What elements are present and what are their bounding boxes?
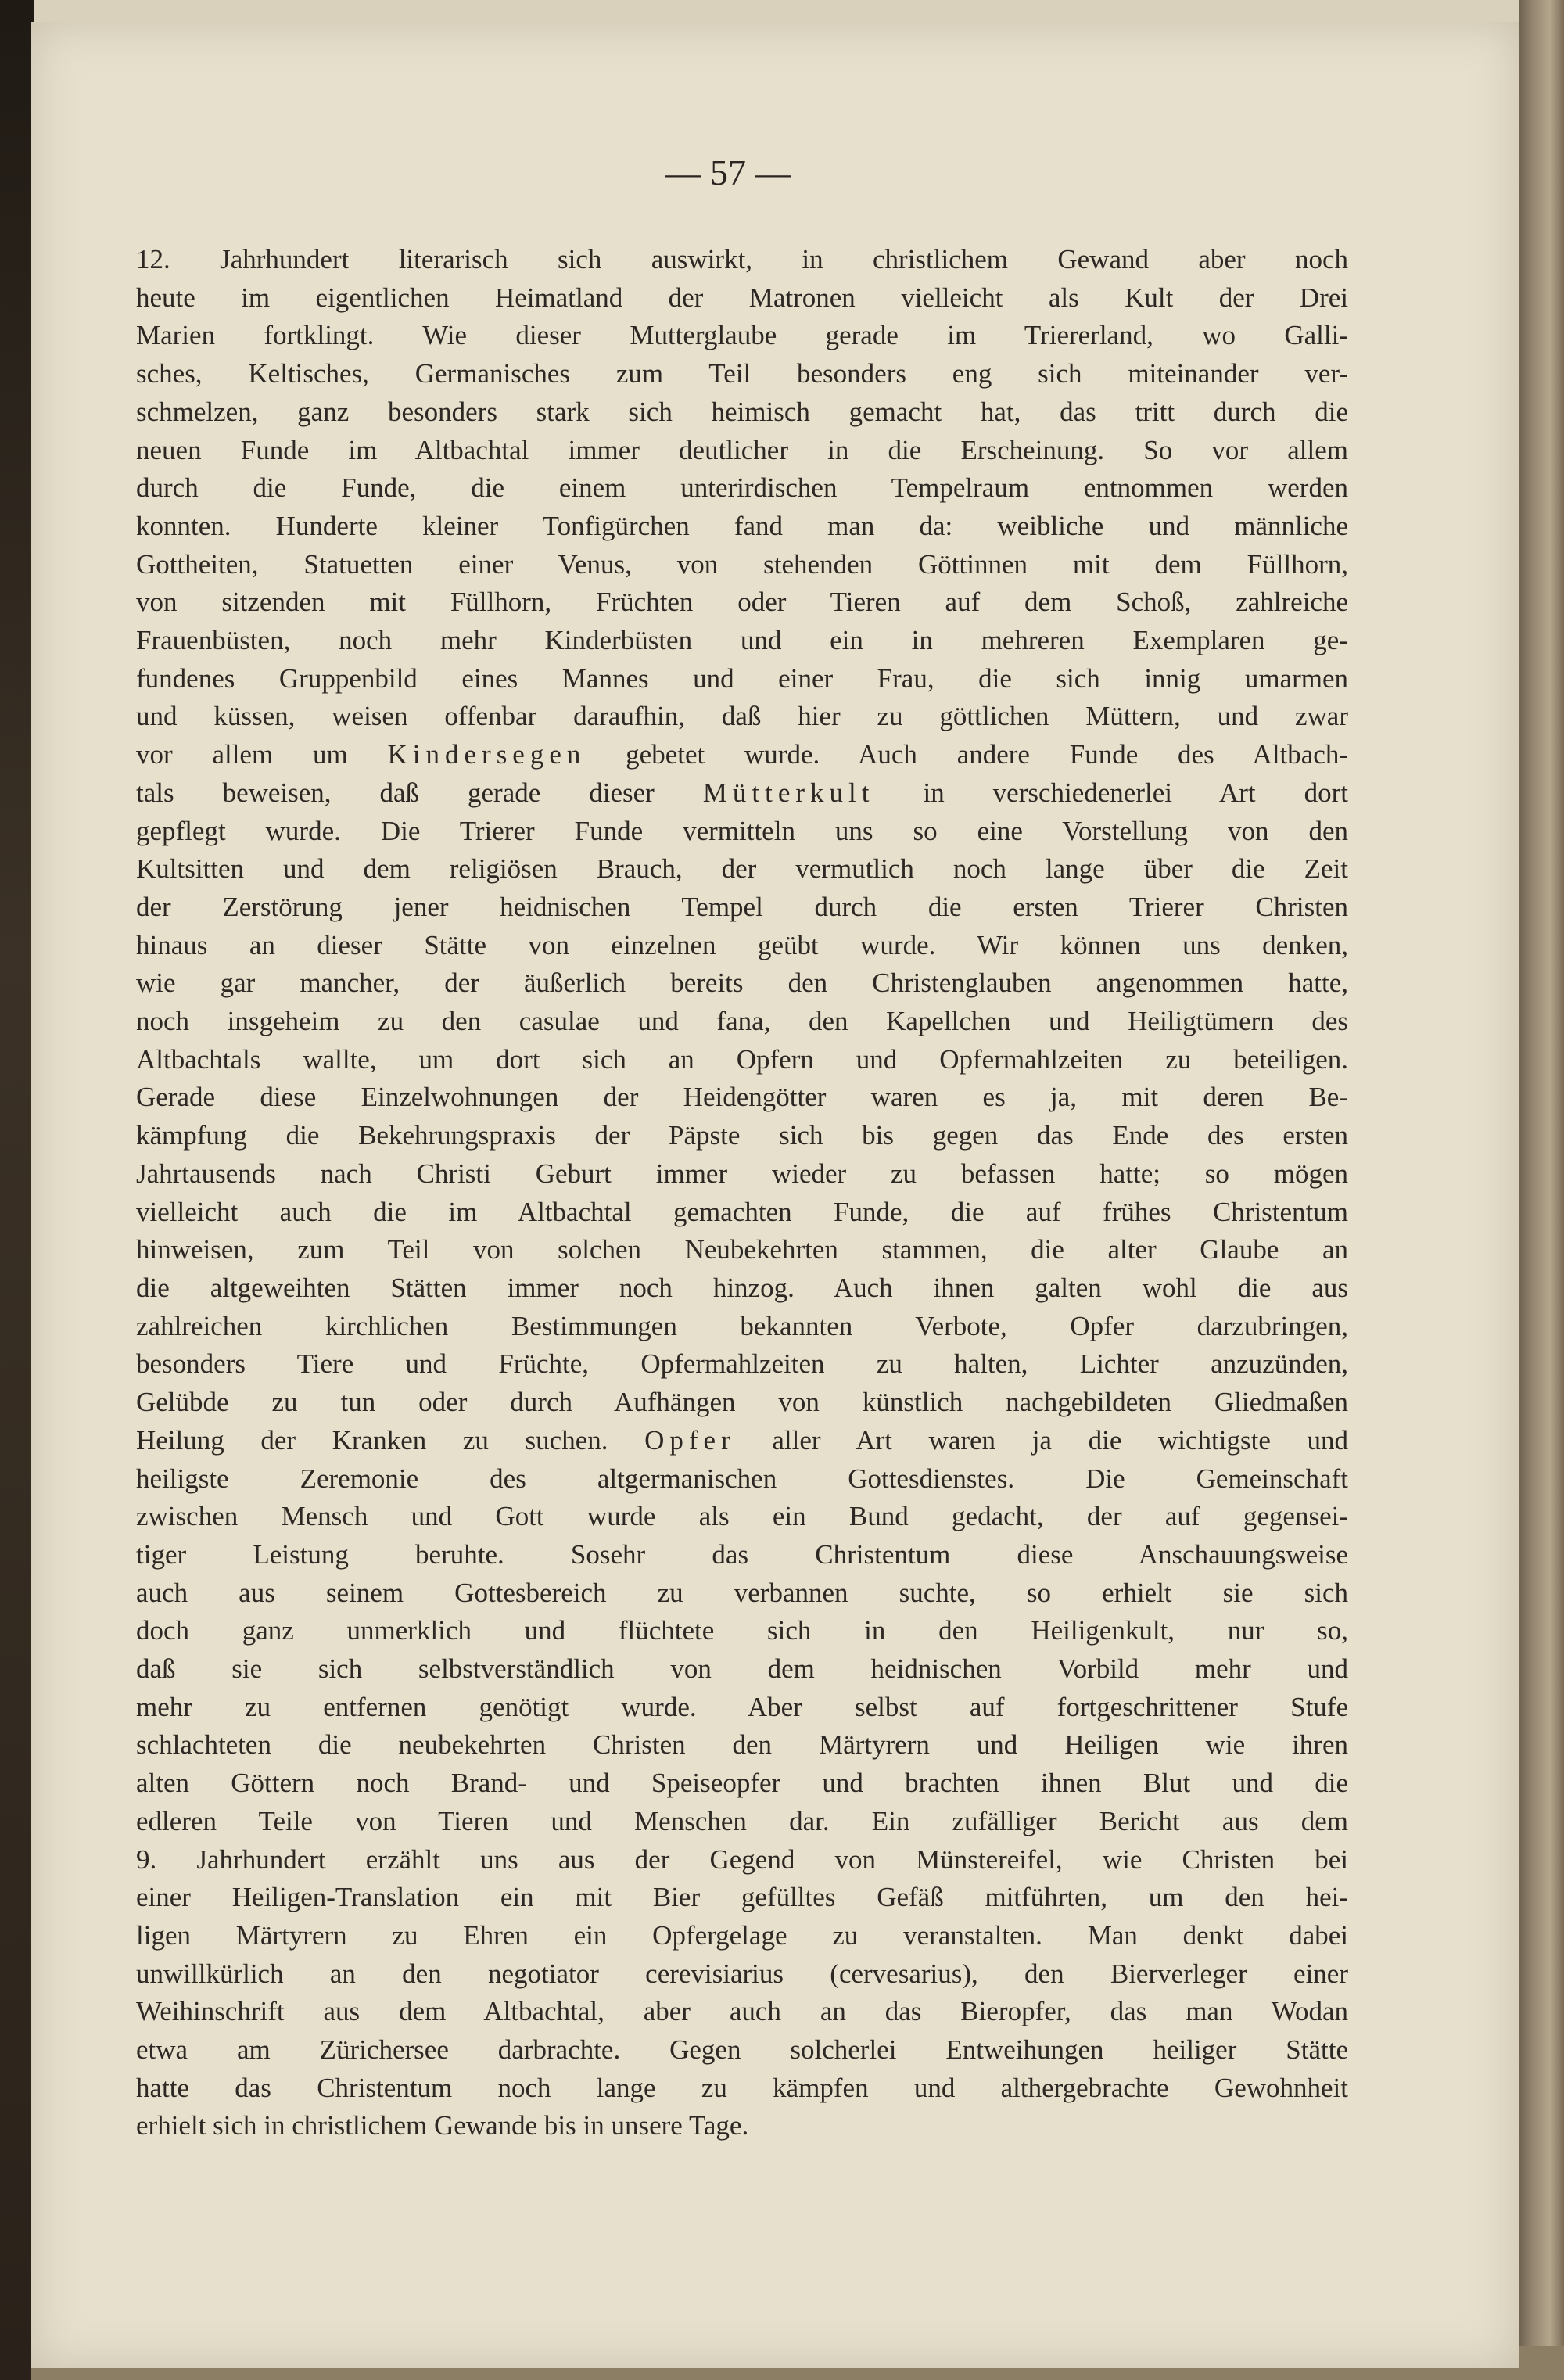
page-sheet — [31, 22, 1519, 2368]
line-segment: aller Art waren ja die wichtigste und — [735, 1424, 1348, 1456]
line-segment: vor allem um — [136, 739, 388, 770]
text-line: sches, Keltisches, Germanisches zum Teil besonders eng sich miteinander ver- — [136, 358, 1348, 389]
text-line: tiger Leistung beruhte. Sosehr das Christentum diese Anschauungsweise — [136, 1538, 1348, 1570]
text-line: von sitzenden mit Füllhorn, Früchten oder Tieren auf dem Schoß, zahlreiche — [136, 587, 1348, 618]
text-line-emphasis — [136, 1422, 1348, 1460]
text-line: Gottheiten, Statuetten einer Venus, von stehenden Göttinnen mit dem Füllhorn, — [136, 548, 1348, 580]
text-line: alten Göttern noch Brand- und Speiseopfer und brachten ihnen Blut und die — [136, 1768, 1348, 1799]
text-line: Altbachtals wallte, um dort sich an Opfern und Opfermahlzeiten zu beteiligen. — [136, 1043, 1348, 1075]
text-line: Frauenbüsten, noch mehr Kinderbüsten und ein in mehreren Exemplaren ge- — [136, 625, 1348, 656]
text-line: 12. Jahrhundert literarisch sich auswirkt, in christlichem Gewand aber noch — [136, 244, 1348, 275]
text-line: konnten. Hunderte kleiner Tonfigürchen fand man da: weibliche und männliche — [136, 510, 1348, 541]
text-line: auch aus seinem Gottesbereich zu verbannen suchte, so erhielt sie sich — [136, 1577, 1348, 1608]
spaced-emphasis: Opfer — [644, 1424, 736, 1456]
page-number: — 57 — — [665, 153, 791, 192]
line-segment: gebetet wurde. Auch andere Funde des Altbach- — [586, 739, 1348, 770]
text-line: Gelübde zu tun oder durch Aufhängen von künstlich nachgebildeten Gliedmaßen — [136, 1387, 1348, 1418]
text-line: fundenes Gruppenbild eines Mannes und einer Frau, die sich innig umarmen — [136, 662, 1348, 694]
text-line-emphasis — [136, 736, 1348, 774]
line-segment: Heilung der Kranken zu suchen. — [136, 1424, 645, 1456]
text-line: zwischen Mensch und Gott wurde als ein Bund gedacht, der auf gegensei- — [136, 1501, 1348, 1532]
page-stack-edge — [1519, 0, 1564, 2380]
text-line: die altgeweihten Stätten immer noch hinzog. Auch ihnen galten wohl die aus — [136, 1272, 1348, 1303]
book-binding-edge — [0, 0, 34, 2380]
text-line: hinaus an dieser Stätte von einzelnen geübt wurde. Wir können uns denken, — [136, 929, 1348, 960]
line-segment: tals beweisen, daß gerade dieser — [136, 777, 703, 808]
text-line: Kultsitten und dem religiösen Brauch, der vermutlich noch lange über die Zeit — [136, 853, 1348, 885]
text-line-emphasis — [136, 774, 1348, 813]
text-line: heute im eigentlichen Heimatland der Matronen vielleicht als Kult der Drei — [136, 282, 1348, 313]
text-line: einer Heiligen-Translation ein mit Bier gefülltes Gefäß mitführten, um den hei- — [136, 1882, 1348, 1913]
text-line: der Zerstörung jener heidnischen Tempel durch die ersten Trierer Christen — [136, 891, 1348, 922]
text-line: vielleicht auch die im Altbachtal gemachten Funde, die auf frühes Christentum — [136, 1196, 1348, 1227]
text-line: und küssen, weisen offenbar daraufhin, daß hier zu göttlichen Müttern, und zwar — [136, 701, 1348, 732]
text-line: schlachteten die neubekehrten Christen den Märtyrern und Heiligen wie ihren — [136, 1729, 1348, 1761]
text-line: schmelzen, ganz besonders stark sich heimisch gemacht hat, das tritt durch die — [136, 396, 1348, 427]
text-line: neuen Funde im Altbachtal immer deutlicher in die Erscheinung. So vor allem — [136, 434, 1348, 465]
text-line: hatte das Christentum noch lange zu kämpfen und althergebrachte Gewohnheit — [136, 2072, 1348, 2103]
text-line: durch die Funde, die einem unterirdischen Tempelraum entnommen werden — [136, 472, 1348, 504]
text-line: doch ganz unmerklich und flüchtete sich in den Heiligenkult, nur so, — [136, 1615, 1348, 1646]
text-line: gepflegt wurde. Die Trierer Funde vermitteln uns so eine Vorstellung von den — [136, 815, 1348, 846]
spaced-emphasis: Mütterkult — [702, 777, 875, 808]
text-line: mehr zu entfernen genötigt wurde. Aber selbst auf fortgeschrittener Stufe — [136, 1691, 1348, 1722]
text-line: Gerade diese Einzelwohnungen der Heidengötter waren es ja, mit deren Be- — [136, 1082, 1348, 1113]
text-line: 9. Jahrhundert erzählt uns aus der Gegend von Münstereifel, wie Christen bei — [136, 1843, 1348, 1875]
text-line: daß sie sich selbstverständlich von dem heidnischen Vorbild mehr und — [136, 1653, 1348, 1685]
text-line: Jahrtausends nach Christi Geburt immer wieder zu befassen hatte; so mögen — [136, 1158, 1348, 1189]
text-line: zahlreichen kirchlichen Bestimmungen bekannten Verbote, Opfer darzubringen, — [136, 1310, 1348, 1341]
text-line: hinweisen, zum Teil von solchen Neubekehrten stammen, die alter Glaube an — [136, 1234, 1348, 1265]
text-line: edleren Teile von Tieren und Menschen dar. Ein zufälliger Bericht aus dem — [136, 1805, 1348, 1836]
text-line: besonders Tiere und Früchte, Opfermahlzeiten zu halten, Lichter anzuzünden, — [136, 1348, 1348, 1380]
text-line: Weihinschrift aus dem Altbachtal, aber auch an das Bieropfer, das man Wodan — [136, 1996, 1348, 2027]
text-line: kämpfung die Bekehrungspraxis der Päpste sich bis gegen das Ende des ersten — [136, 1120, 1348, 1151]
spaced-emphasis: Kindersegen — [387, 739, 586, 770]
text-line: wie gar mancher, der äußerlich bereits den Christenglauben angenommen hatte, — [136, 967, 1348, 999]
line-segment: in verschiedenerlei Art dort — [874, 777, 1349, 808]
body-text — [136, 241, 1348, 2145]
text-line-final: erhielt sich in christlichem Gewande bis in unsere Tage. — [136, 2110, 749, 2141]
text-line: ligen Märtyrern zu Ehren ein Opfergelage zu veranstalten. Man denkt dabei — [136, 1919, 1348, 1951]
text-line: heiligste Zeremonie des altgermanischen Gottesdienstes. Die Gemeinschaft — [136, 1463, 1348, 1494]
text-line: etwa am Zürichersee darbrachte. Gegen solcherlei Entweihungen heiliger Stätte — [136, 2034, 1348, 2066]
text-line: Marien fortklingt. Wie dieser Mutterglaube gerade im Triererland, wo Galli- — [136, 320, 1348, 351]
text-line: unwillkürlich an den negotiator cerevisiarius (cervesarius), den Bierverleger einer — [136, 1958, 1348, 1989]
text-line: noch insgeheim zu den casulae und fana, den Kapellchen und Heiligtümern des — [136, 1006, 1348, 1037]
